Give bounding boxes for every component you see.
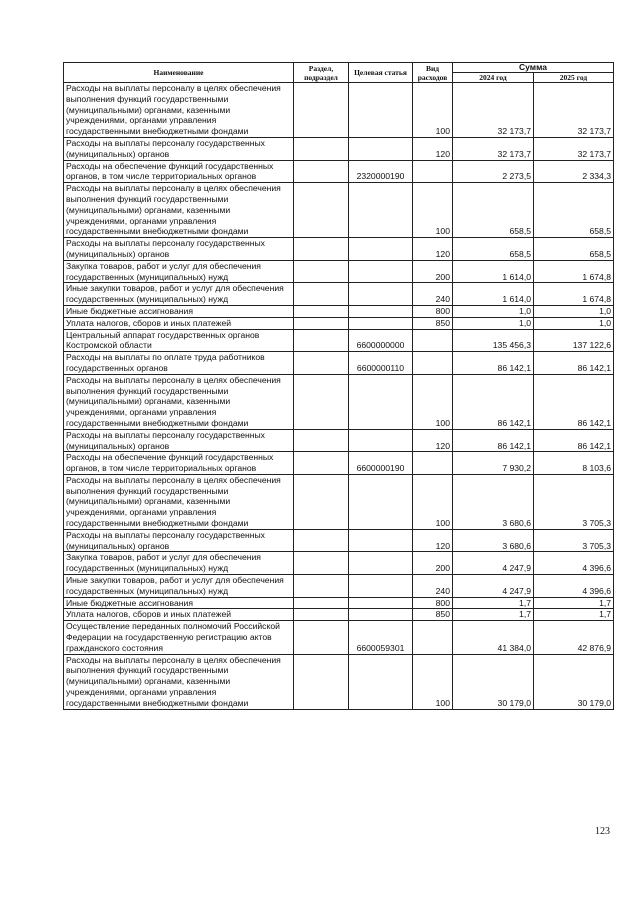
row-target-cell [349, 429, 413, 452]
col-kind-header: Вид расходов [413, 63, 453, 83]
row-section-cell [294, 317, 349, 329]
row-2024-cell: 4 247,9 [453, 552, 534, 575]
table-row [64, 260, 614, 283]
row-2024-cell: 2 273,5 [453, 160, 534, 183]
table-row [64, 183, 614, 238]
row-name-cell: Расходы на обеспечение функций государственных органов, в том числе территориальных органов [64, 452, 294, 475]
table-row [64, 160, 614, 183]
row-section-cell [294, 283, 349, 306]
row-section-cell [294, 474, 349, 529]
row-target-cell [349, 374, 413, 429]
row-name-cell: Расходы на выплаты персоналу в целях обеспечения выполнения функций государственными (муниципальными) органами, казенными учреждениями, органами управления государственными внебюджетными фондами [64, 474, 294, 529]
row-section-cell [294, 238, 349, 261]
row-2024-cell: 7 930,2 [453, 452, 534, 475]
table-header [64, 63, 614, 83]
row-name-cell: Расходы на выплаты персоналу в целях обеспечения выполнения функций государственными (муниципальными) органами, казенными учреждениями, органами управления государственными внебюджетными фондами [64, 654, 294, 709]
row-target-cell [349, 597, 413, 609]
table-row [64, 429, 614, 452]
row-target-cell [349, 474, 413, 529]
col-year2-header: 2025 год [534, 73, 614, 83]
row-kind-cell: 100 [413, 374, 453, 429]
row-kind-cell: 120 [413, 238, 453, 261]
row-target-cell [349, 260, 413, 283]
row-name-cell: Иные закупки товаров, работ и услуг для обеспечения государственных (муниципальных) нужд [64, 283, 294, 306]
row-kind-cell: 100 [413, 654, 453, 709]
row-target-cell: 2320000190 [349, 160, 413, 183]
table-row [64, 452, 614, 475]
table-row [64, 317, 614, 329]
row-target-cell [349, 609, 413, 621]
row-2025-cell: 8 103,6 [534, 452, 614, 475]
row-name-cell: Расходы на выплаты по оплате труда работников государственных органов [64, 352, 294, 375]
row-kind-cell: 120 [413, 529, 453, 552]
row-2024-cell: 135 456,3 [453, 329, 534, 352]
row-kind-cell [413, 160, 453, 183]
row-section-cell [294, 352, 349, 375]
row-2025-cell: 32 173,7 [534, 83, 614, 138]
row-2025-cell: 4 396,6 [534, 552, 614, 575]
table-row [64, 83, 614, 138]
row-name-cell: Центральный аппарат государственных органов Костромской области [64, 329, 294, 352]
row-2024-cell: 32 173,7 [453, 83, 534, 138]
row-kind-cell: 240 [413, 283, 453, 306]
row-section-cell [294, 609, 349, 621]
row-target-cell [349, 83, 413, 138]
row-name-cell: Расходы на выплаты персоналу государственных (муниципальных) органов [64, 529, 294, 552]
col-year1-header: 2024 год [453, 73, 534, 83]
row-section-cell [294, 160, 349, 183]
row-target-cell [349, 317, 413, 329]
row-2024-cell: 32 173,7 [453, 137, 534, 160]
col-name-header: Наименование [64, 63, 294, 83]
row-kind-cell: 850 [413, 317, 453, 329]
row-kind-cell: 850 [413, 609, 453, 621]
row-2024-cell: 658,5 [453, 238, 534, 261]
row-target-cell [349, 238, 413, 261]
row-name-cell: Расходы на выплаты персоналу в целях обеспечения выполнения функций государственными (муниципальными) органами, казенными учреждениями, органами управления государственными внебюджетными фондами [64, 183, 294, 238]
row-2024-cell: 4 247,9 [453, 575, 534, 598]
row-2025-cell: 2 334,3 [534, 160, 614, 183]
row-2025-cell: 1 674,8 [534, 283, 614, 306]
row-target-cell [349, 529, 413, 552]
table-row [64, 609, 614, 621]
table-row [64, 575, 614, 598]
table-row [64, 137, 614, 160]
row-kind-cell: 800 [413, 597, 453, 609]
row-2025-cell: 658,5 [534, 238, 614, 261]
row-kind-cell: 200 [413, 552, 453, 575]
row-section-cell [294, 529, 349, 552]
table-row [64, 529, 614, 552]
row-2024-cell: 1,0 [453, 317, 534, 329]
row-section-cell [294, 654, 349, 709]
row-2025-cell: 1,0 [534, 305, 614, 317]
row-2024-cell: 41 384,0 [453, 621, 534, 654]
row-section-cell [294, 429, 349, 452]
row-name-cell: Расходы на выплаты персоналу государственных (муниципальных) органов [64, 238, 294, 261]
row-section-cell [294, 621, 349, 654]
row-2025-cell: 137 122,6 [534, 329, 614, 352]
row-target-cell: 6600000000 [349, 329, 413, 352]
row-name-cell: Иные бюджетные ассигнования [64, 597, 294, 609]
row-name-cell: Иные бюджетные ассигнования [64, 305, 294, 317]
row-kind-cell: 100 [413, 183, 453, 238]
row-name-cell: Осуществление переданных полномочий Российской Федерации на государственную регистрацию актов гражданского состояния [64, 621, 294, 654]
row-kind-cell: 200 [413, 260, 453, 283]
row-2025-cell: 86 142,1 [534, 352, 614, 375]
row-section-cell [294, 552, 349, 575]
row-target-cell: 6600000190 [349, 452, 413, 475]
row-section-cell [294, 183, 349, 238]
row-2025-cell: 1,0 [534, 317, 614, 329]
row-target-cell [349, 552, 413, 575]
row-target-cell: 6600059301 [349, 621, 413, 654]
page-number: 123 [595, 826, 610, 837]
row-kind-cell: 100 [413, 83, 453, 138]
table-row [64, 374, 614, 429]
table-row [64, 654, 614, 709]
row-name-cell: Расходы на выплаты персоналу в целях обеспечения выполнения функций государственными (муниципальными) органами, казенными учреждениями, органами управления государственными внебюджетными фондами [64, 83, 294, 138]
row-2024-cell: 86 142,1 [453, 374, 534, 429]
row-2025-cell: 4 396,6 [534, 575, 614, 598]
row-name-cell: Расходы на выплаты персоналу в целях обеспечения выполнения функций государственными (муниципальными) органами, казенными учреждениями, органами управления государственными внебюджетными фондами [64, 374, 294, 429]
row-2024-cell: 1 614,0 [453, 260, 534, 283]
row-2024-cell: 3 680,6 [453, 529, 534, 552]
row-2024-cell: 658,5 [453, 183, 534, 238]
table-row [64, 305, 614, 317]
row-name-cell: Закупка товаров, работ и услуг для обеспечения государственных (муниципальных) нужд [64, 260, 294, 283]
row-name-cell: Закупка товаров, работ и услуг для обеспечения государственных (муниципальных) нужд [64, 552, 294, 575]
row-2024-cell: 86 142,1 [453, 352, 534, 375]
row-target-cell [349, 183, 413, 238]
row-section-cell [294, 83, 349, 138]
row-target-cell [349, 654, 413, 709]
row-2024-cell: 3 680,6 [453, 474, 534, 529]
row-2024-cell: 30 179,0 [453, 654, 534, 709]
row-name-cell: Расходы на обеспечение функций государственных органов, в том числе территориальных органов [64, 160, 294, 183]
row-section-cell [294, 305, 349, 317]
row-2025-cell: 1,7 [534, 609, 614, 621]
row-2025-cell: 3 705,3 [534, 474, 614, 529]
row-kind-cell: 240 [413, 575, 453, 598]
row-name-cell: Уплата налогов, сборов и иных платежей [64, 609, 294, 621]
row-2025-cell: 658,5 [534, 183, 614, 238]
row-kind-cell [413, 452, 453, 475]
table-row [64, 552, 614, 575]
row-2025-cell: 42 876,9 [534, 621, 614, 654]
row-section-cell [294, 260, 349, 283]
row-kind-cell: 100 [413, 474, 453, 529]
row-kind-cell [413, 352, 453, 375]
col-sum-header: Сумма [453, 63, 614, 73]
row-name-cell: Уплата налогов, сборов и иных платежей [64, 317, 294, 329]
col-section-header: Раздел, подраздел [294, 63, 349, 83]
row-2025-cell: 1 674,8 [534, 260, 614, 283]
row-target-cell [349, 305, 413, 317]
row-2024-cell: 86 142,1 [453, 429, 534, 452]
row-kind-cell [413, 621, 453, 654]
row-name-cell: Расходы на выплаты персоналу государственных (муниципальных) органов [64, 429, 294, 452]
table-row [64, 597, 614, 609]
col-target-header: Целевая статья [349, 63, 413, 83]
table-row [64, 621, 614, 654]
row-2024-cell: 1 614,0 [453, 283, 534, 306]
row-2025-cell: 86 142,1 [534, 429, 614, 452]
row-2025-cell: 30 179,0 [534, 654, 614, 709]
row-section-cell [294, 374, 349, 429]
row-section-cell [294, 575, 349, 598]
row-section-cell [294, 597, 349, 609]
row-target-cell [349, 137, 413, 160]
table-row [64, 474, 614, 529]
row-2025-cell: 32 173,7 [534, 137, 614, 160]
row-name-cell: Расходы на выплаты персоналу государственных (муниципальных) органов [64, 137, 294, 160]
row-target-cell [349, 283, 413, 306]
table-row [64, 329, 614, 352]
row-2025-cell: 3 705,3 [534, 529, 614, 552]
row-2024-cell: 1,7 [453, 597, 534, 609]
row-section-cell [294, 329, 349, 352]
row-kind-cell: 120 [413, 429, 453, 452]
row-section-cell [294, 137, 349, 160]
row-target-cell: 6600000110 [349, 352, 413, 375]
table-row [64, 352, 614, 375]
row-section-cell [294, 452, 349, 475]
table-row [64, 283, 614, 306]
row-2025-cell: 1,7 [534, 597, 614, 609]
table-body [64, 83, 614, 710]
budget-table [63, 62, 614, 710]
table-row [64, 238, 614, 261]
row-name-cell: Иные закупки товаров, работ и услуг для обеспечения государственных (муниципальных) нужд [64, 575, 294, 598]
row-2024-cell: 1,7 [453, 609, 534, 621]
row-target-cell [349, 575, 413, 598]
row-kind-cell: 120 [413, 137, 453, 160]
row-2025-cell: 86 142,1 [534, 374, 614, 429]
row-kind-cell: 800 [413, 305, 453, 317]
row-2024-cell: 1,0 [453, 305, 534, 317]
row-kind-cell [413, 329, 453, 352]
